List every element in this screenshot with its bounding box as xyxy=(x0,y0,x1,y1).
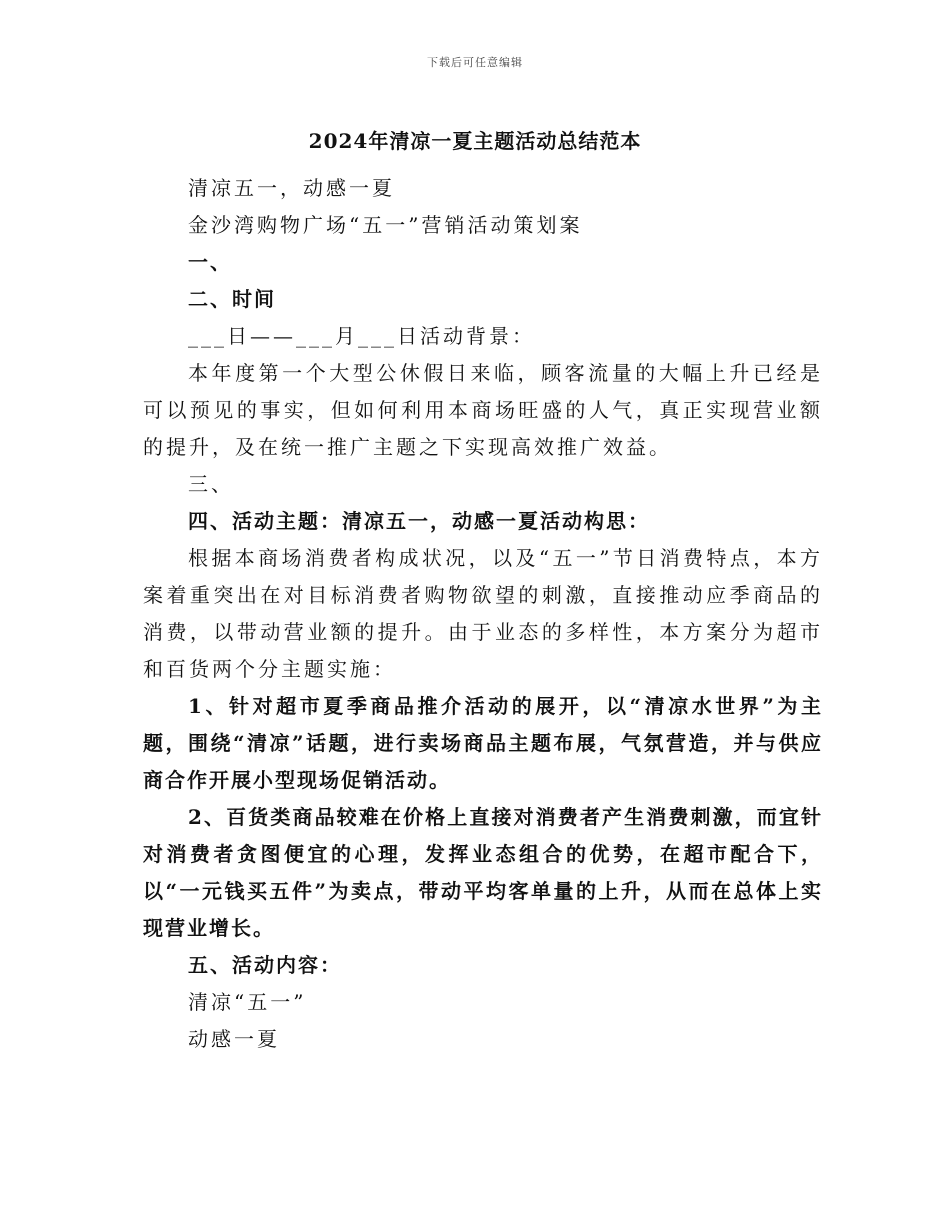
paragraph-content-line-2: 动感一夏 xyxy=(188,1027,280,1051)
header-note: 下载后可任意编辑 xyxy=(427,56,523,69)
section-heading-theme: 四、活动主题：清凉五一，动感一夏活动构思： xyxy=(188,509,650,533)
section-heading-3: 三、 xyxy=(188,472,234,496)
document-body xyxy=(143,170,823,1058)
section-heading-content: 五、活动内容： xyxy=(188,953,342,977)
paragraph-department-store: 2、百货类商品较难在价格上直接对消费者产生消费刺激，而宜针对消费者贪图便宜的心理，发挥业态组合的优势，在超市配合下，以“一元钱买五件”为卖点，带动平均客单量的上升，从而在总体上实现营业增长。 xyxy=(143,805,823,940)
section-heading-1: 一、 xyxy=(188,250,232,274)
paragraph-date-range: ___日——___月___日活动背景： xyxy=(188,324,535,348)
section-heading-time: 二、时间 xyxy=(188,287,276,311)
document-title: 2024年清凉一夏主题活动总结范本 xyxy=(308,129,642,153)
paragraph-subtitle: 清凉五一，动感一夏 xyxy=(188,176,395,200)
paragraph-supermarket: 1、针对超市夏季商品推介活动的展开，以“清凉水世界”为主题，围绕“清凉”话题，进行卖场商品主题布展，气氛营造，并与供应商合作开展小型现场促销活动。 xyxy=(143,694,823,792)
paragraph-content-line-1: 清凉“五一” xyxy=(188,990,307,1014)
paragraph-background: 本年度第一个大型公休假日来临，顾客流量的大幅上升已经是可以预见的事实，但如何利用本商场旺盛的人气，真正实现营业额的提升，及在统一推广主题之下实现高效推广效益。 xyxy=(143,361,823,459)
paragraph-concept: 根据本商场消费者构成状况，以及“五一”节日消费特点，本方案着重突出在对目标消费者购物欲望的刺激，直接推动应季商品的消费，以带动营业额的提升。由于业态的多样性，本方案分为超市和百货两个分主题实施： xyxy=(143,546,823,681)
paragraph-plan-title: 金沙湾购物广场“五一”营销活动策划案 xyxy=(188,213,583,237)
